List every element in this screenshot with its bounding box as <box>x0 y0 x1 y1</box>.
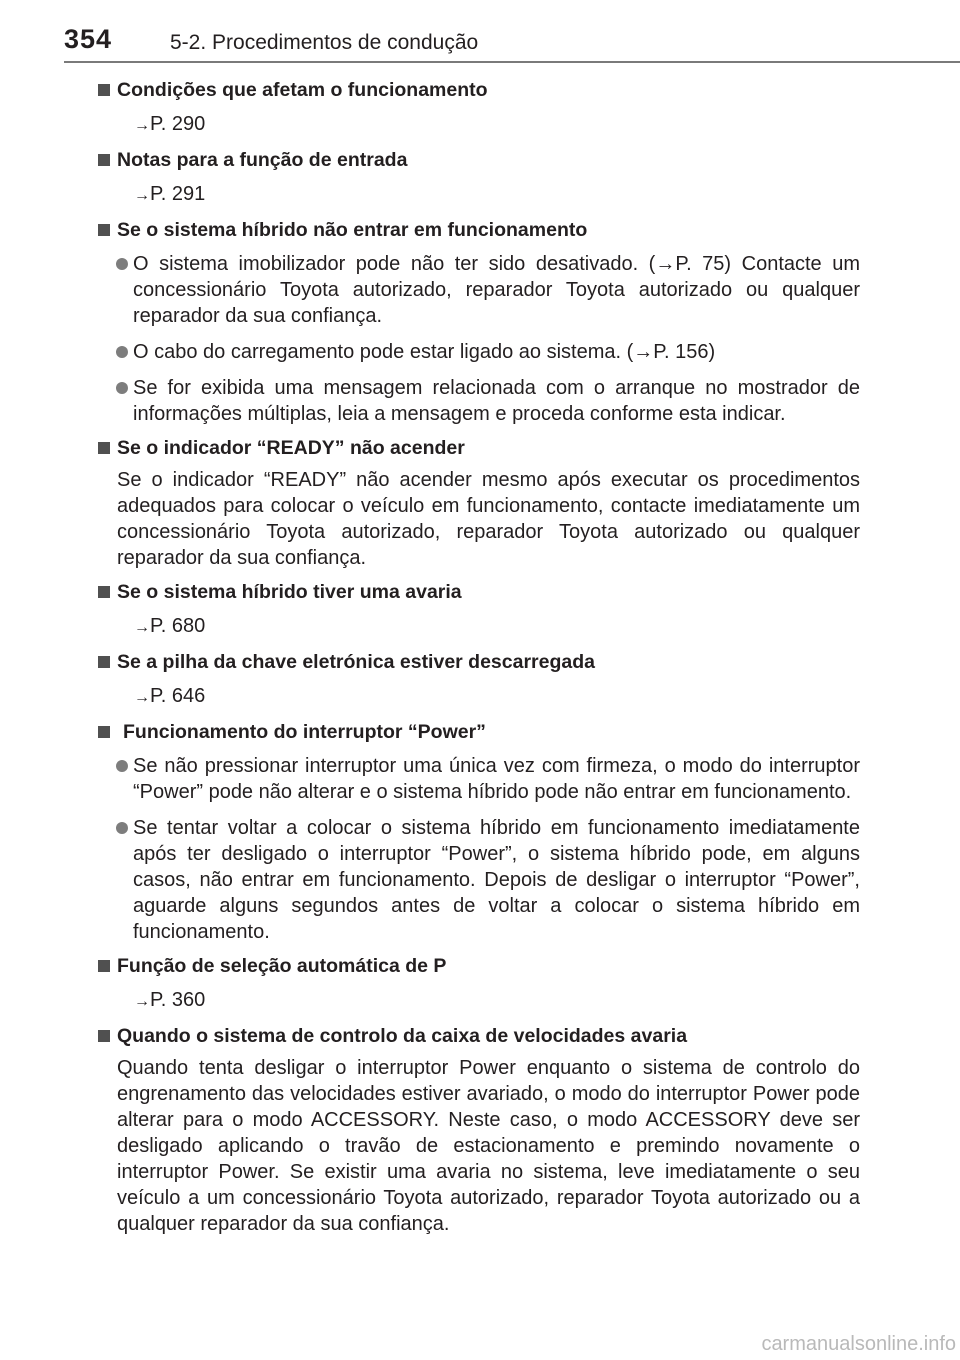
square-bullet-icon <box>98 224 110 236</box>
section-heading: Condições que afetam o funcionamento <box>97 77 860 103</box>
square-bullet-icon <box>98 960 110 972</box>
square-bullet-icon <box>98 726 110 738</box>
page-reference-link[interactable]: →P. 680 <box>134 615 206 637</box>
section-title: 5-2. Procedimentos de condução <box>170 31 479 54</box>
section-selecao-p <box>97 953 860 1015</box>
section-heading: Se a pilha da chave eletrónica estiver descarregada <box>97 649 860 675</box>
header-divider <box>64 61 960 63</box>
list-item: Se não pressionar interruptor uma única vez com firmeza, o modo do interruptor “Power” pode não alterar e o sistema híbrido pode não entrar em funcionamento. <box>97 753 860 805</box>
list-item: O sistema imobilizador pode não ter sido desativado. (→P. 75) Contacte um concessionário Toyota autorizado, reparador Toyota autorizado ou qualquer reparador da sua confiança. <box>97 251 860 329</box>
section-notas-entrada <box>97 147 860 209</box>
section-pilha-chave <box>97 649 860 711</box>
section-heading: Funcionamento do interruptor “Power” <box>97 719 860 745</box>
page-number: 354 <box>64 24 113 54</box>
manual-content <box>97 77 860 1237</box>
square-bullet-icon <box>98 586 110 598</box>
section-ready <box>97 435 860 571</box>
square-bullet-icon <box>98 656 110 668</box>
round-bullet-icon <box>116 346 128 358</box>
list-item: Se tentar voltar a colocar o sistema híbrido em funcionamento imediatamente após ter desligado o interruptor “Power”, o sistema híbrido pode, em alguns casos, não entrar em funcionamento. Depois de desligar o interruptor “Power”, aguarde alguns segundos antes de voltar a colocar o sistema híbrido em funcionamento. <box>97 815 860 945</box>
section-condicoes <box>97 77 860 139</box>
page-reference-link[interactable]: →P. 646 <box>134 685 206 707</box>
section-caixa-velocidades <box>97 1023 860 1237</box>
round-bullet-icon <box>116 760 128 772</box>
round-bullet-icon <box>116 822 128 834</box>
section-sistema-nao-entra <box>97 217 860 427</box>
page-reference-link[interactable]: →P. 360 <box>134 989 206 1011</box>
section-heading: Se o indicador “READY” não acender <box>97 435 860 461</box>
square-bullet-icon <box>98 442 110 454</box>
square-bullet-icon <box>98 84 110 96</box>
watermark: carmanualsonline.info <box>761 1333 956 1355</box>
section-heading: Função de seleção automática de P <box>97 953 860 979</box>
section-paragraph: Quando tenta desligar o interruptor Power enquanto o sistema de controlo do engrenamento das velocidades estiver avariado, o modo do interruptor Power pode alterar para o modo ACCESSORY. Neste caso, o modo ACCESSORY deve ser desligado aplicando o travão de estacionamento e premindo novamente o interruptor Power. Se existir uma avaria no sistema, leve imediatamente o seu veículo a um concessionário Toyota autorizado, reparador Toyota autorizado ou a qualquer reparador da sua confiança. <box>117 1057 860 1235</box>
section-paragraph: Se o indicador “READY” não acender mesmo após executar os procedimentos adequados para colocar o veículo em funcionamento, contacte imediatamente um concessionário Toyota autorizado, reparador Toyota autorizado ou qualquer reparador da sua confiança. <box>117 469 860 569</box>
square-bullet-icon <box>98 1030 110 1042</box>
round-bullet-icon <box>116 258 128 270</box>
round-bullet-icon <box>116 382 128 394</box>
section-interruptor-power <box>97 719 860 945</box>
page-reference-link[interactable]: →P. 291 <box>134 183 206 205</box>
section-heading: Notas para a função de entrada <box>97 147 860 173</box>
section-heading: Se o sistema híbrido tiver uma avaria <box>97 579 860 605</box>
list-item: Se for exibida uma mensagem relacionada com o arranque no mostrador de informações múltiplas, leia a mensagem e proceda conforme esta indicar. <box>97 375 860 427</box>
list-item: O cabo do carregamento pode estar ligado ao sistema. (→P. 156) <box>97 339 860 365</box>
section-heading: Se o sistema híbrido não entrar em funcionamento <box>97 217 860 243</box>
section-heading: Quando o sistema de controlo da caixa de velocidades avaria <box>97 1023 860 1049</box>
page-reference-link[interactable]: →P. 290 <box>134 113 206 135</box>
page-header <box>0 0 960 62</box>
square-bullet-icon <box>98 154 110 166</box>
section-avaria-hibrido <box>97 579 860 641</box>
